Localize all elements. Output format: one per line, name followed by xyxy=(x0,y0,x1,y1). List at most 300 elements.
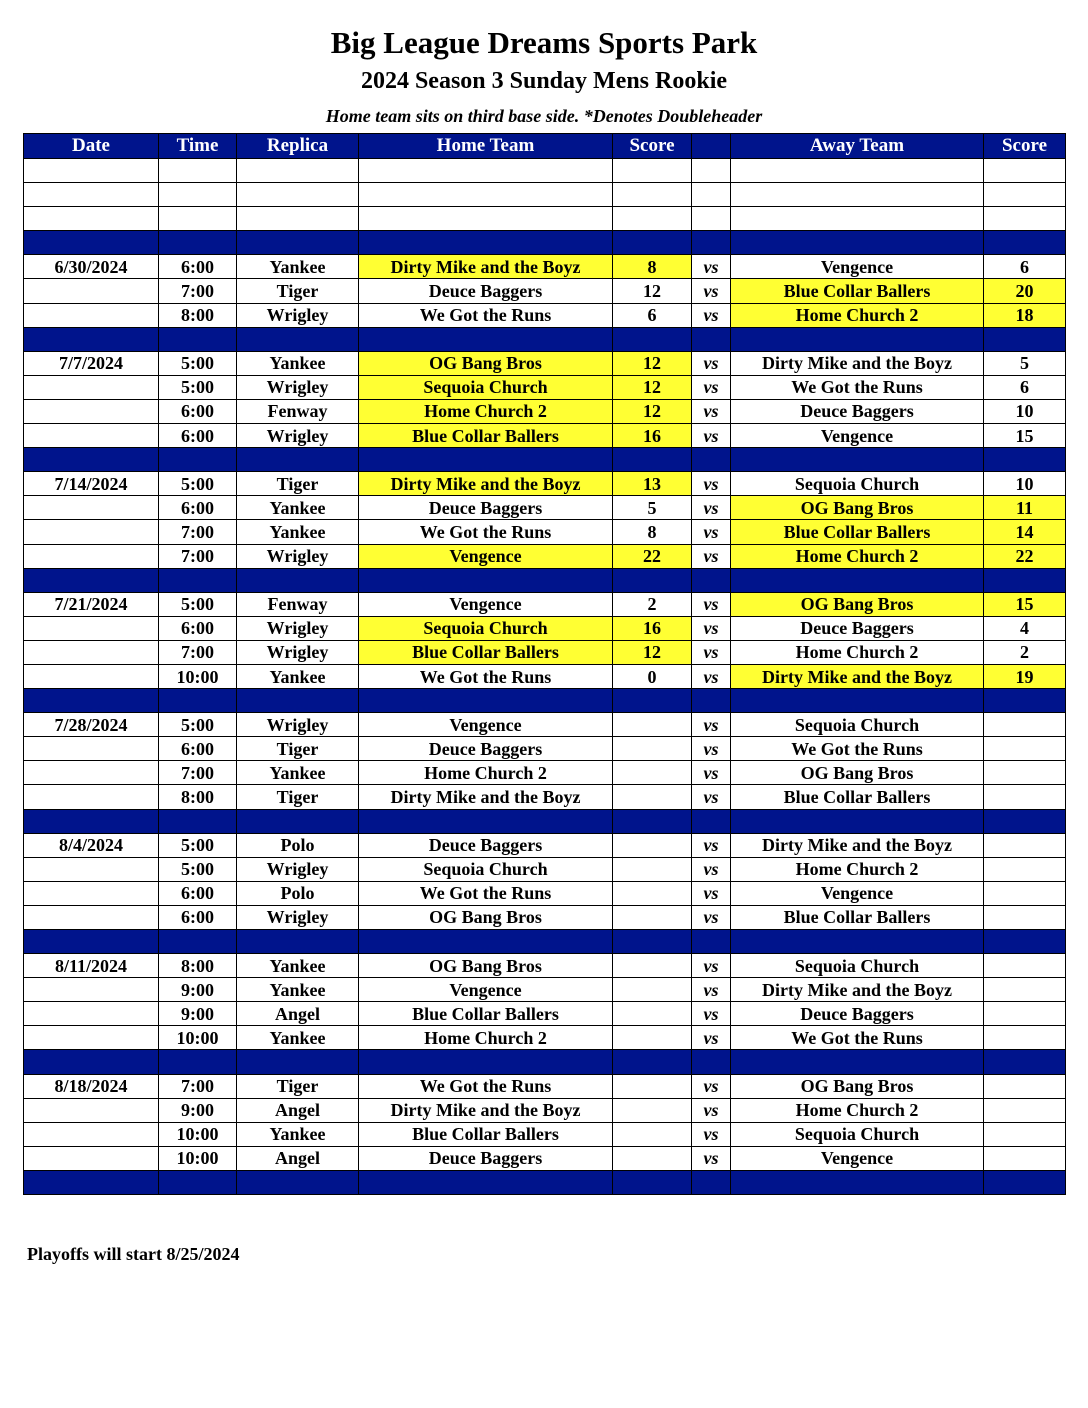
home-team: Deuce Baggers xyxy=(359,833,613,857)
game-row xyxy=(24,472,1066,496)
separator-cell xyxy=(984,1170,1066,1194)
game-date xyxy=(24,279,159,303)
separator-cell xyxy=(984,1050,1066,1074)
away-team: Vengence xyxy=(731,1146,984,1170)
game-date: 7/14/2024 xyxy=(24,472,159,496)
separator-cell xyxy=(692,809,731,833)
separator-cell xyxy=(692,689,731,713)
home-score xyxy=(613,954,692,978)
away-score xyxy=(984,1074,1066,1098)
game-time: 5:00 xyxy=(159,472,237,496)
schedule-body xyxy=(24,159,1066,1195)
separator-cell xyxy=(984,689,1066,713)
game-date xyxy=(24,737,159,761)
separator-cell xyxy=(359,930,613,954)
home-team: Dirty Mike and the Boyz xyxy=(359,785,613,809)
away-team: We Got the Runs xyxy=(731,737,984,761)
game-time: 8:00 xyxy=(159,954,237,978)
empty-cell xyxy=(24,183,159,207)
vs-label: vs xyxy=(692,857,731,881)
home-score: 6 xyxy=(613,303,692,327)
game-date xyxy=(24,881,159,905)
game-field: Angel xyxy=(237,1098,359,1122)
separator-cell xyxy=(159,231,237,255)
away-team: Home Church 2 xyxy=(731,303,984,327)
home-team: We Got the Runs xyxy=(359,303,613,327)
game-row xyxy=(24,1098,1066,1122)
home-team: OG Bang Bros xyxy=(359,954,613,978)
separator-cell xyxy=(731,568,984,592)
game-time: 10:00 xyxy=(159,664,237,688)
separator-cell xyxy=(24,448,159,472)
game-row xyxy=(24,905,1066,929)
game-date: 8/18/2024 xyxy=(24,1074,159,1098)
away-team: Sequoia Church xyxy=(731,954,984,978)
separator-cell xyxy=(731,689,984,713)
col-header-home-score: Score xyxy=(613,134,692,159)
game-time: 9:00 xyxy=(159,1002,237,1026)
game-row xyxy=(24,592,1066,616)
away-score: 10 xyxy=(984,399,1066,423)
game-date xyxy=(24,1146,159,1170)
game-row xyxy=(24,761,1066,785)
home-team: Dirty Mike and the Boyz xyxy=(359,255,613,279)
game-field: Yankee xyxy=(237,1122,359,1146)
home-score xyxy=(613,1002,692,1026)
separator-cell xyxy=(731,231,984,255)
game-time: 6:00 xyxy=(159,255,237,279)
away-score xyxy=(984,785,1066,809)
separator-cell xyxy=(613,1050,692,1074)
home-team: Blue Collar Ballers xyxy=(359,1002,613,1026)
game-field: Yankee xyxy=(237,496,359,520)
game-row xyxy=(24,279,1066,303)
schedule-table xyxy=(23,133,1066,1195)
away-score xyxy=(984,881,1066,905)
empty-cell xyxy=(24,159,159,183)
col-header-date: Date xyxy=(24,134,159,159)
separator-cell xyxy=(237,1050,359,1074)
home-score: 12 xyxy=(613,640,692,664)
game-row xyxy=(24,496,1066,520)
game-field: Tiger xyxy=(237,279,359,303)
away-team: Vengence xyxy=(731,255,984,279)
away-score xyxy=(984,761,1066,785)
separator-cell xyxy=(692,930,731,954)
home-team: We Got the Runs xyxy=(359,1074,613,1098)
vs-label: vs xyxy=(692,761,731,785)
game-time: 5:00 xyxy=(159,713,237,737)
separator-cell xyxy=(359,1170,613,1194)
game-field: Yankee xyxy=(237,761,359,785)
vs-label: vs xyxy=(692,1098,731,1122)
home-score: 13 xyxy=(613,472,692,496)
game-row xyxy=(24,713,1066,737)
home-score: 5 xyxy=(613,496,692,520)
home-score xyxy=(613,1026,692,1050)
home-score xyxy=(613,833,692,857)
game-time: 6:00 xyxy=(159,496,237,520)
home-score xyxy=(613,978,692,1002)
game-date xyxy=(24,496,159,520)
date-separator-row xyxy=(24,568,1066,592)
home-score: 8 xyxy=(613,255,692,279)
game-date xyxy=(24,1122,159,1146)
home-score xyxy=(613,713,692,737)
separator-cell xyxy=(159,327,237,351)
vs-label: vs xyxy=(692,616,731,640)
page-title: Big League Dreams Sports Park xyxy=(330,25,758,60)
game-row xyxy=(24,857,1066,881)
vs-label: vs xyxy=(692,664,731,688)
game-date xyxy=(24,1026,159,1050)
game-field: Yankee xyxy=(237,664,359,688)
separator-cell xyxy=(159,568,237,592)
away-score: 22 xyxy=(984,544,1066,568)
vs-label: vs xyxy=(692,640,731,664)
away-team: Deuce Baggers xyxy=(731,616,984,640)
home-score xyxy=(613,737,692,761)
game-date xyxy=(24,544,159,568)
separator-cell xyxy=(984,568,1066,592)
game-date: 8/4/2024 xyxy=(24,833,159,857)
home-score xyxy=(613,905,692,929)
game-field: Polo xyxy=(237,833,359,857)
vs-label: vs xyxy=(692,737,731,761)
game-row xyxy=(24,375,1066,399)
page-subtitle: 2024 Season 3 Sunday Mens Rookie xyxy=(360,68,728,94)
vs-label: vs xyxy=(692,1002,731,1026)
game-date xyxy=(24,1002,159,1026)
game-field: Tiger xyxy=(237,785,359,809)
separator-cell xyxy=(159,448,237,472)
game-field: Wrigley xyxy=(237,857,359,881)
home-score: 12 xyxy=(613,279,692,303)
home-score: 12 xyxy=(613,375,692,399)
game-date: 7/7/2024 xyxy=(24,351,159,375)
home-team: Dirty Mike and the Boyz xyxy=(359,1098,613,1122)
away-team: Dirty Mike and the Boyz xyxy=(731,351,984,375)
away-team: Sequoia Church xyxy=(731,713,984,737)
game-date: 7/28/2024 xyxy=(24,713,159,737)
separator-cell xyxy=(359,1050,613,1074)
game-time: 6:00 xyxy=(159,424,237,448)
separator-cell xyxy=(613,448,692,472)
vs-label: vs xyxy=(692,1074,731,1098)
game-field: Tiger xyxy=(237,472,359,496)
empty-cell xyxy=(24,207,159,231)
away-score: 18 xyxy=(984,303,1066,327)
game-row xyxy=(24,954,1066,978)
away-score xyxy=(984,978,1066,1002)
away-score: 15 xyxy=(984,424,1066,448)
col-header-time: Time xyxy=(159,134,237,159)
separator-cell xyxy=(731,448,984,472)
separator-cell xyxy=(984,809,1066,833)
game-row xyxy=(24,737,1066,761)
away-score xyxy=(984,737,1066,761)
game-time: 6:00 xyxy=(159,616,237,640)
vs-label: vs xyxy=(692,424,731,448)
vs-label: vs xyxy=(692,399,731,423)
home-team: Vengence xyxy=(359,713,613,737)
game-field: Wrigley xyxy=(237,713,359,737)
home-team: Deuce Baggers xyxy=(359,279,613,303)
col-header-home-team: Home Team xyxy=(359,134,613,159)
game-field: Yankee xyxy=(237,978,359,1002)
game-field: Angel xyxy=(237,1146,359,1170)
away-team: Sequoia Church xyxy=(731,1122,984,1146)
game-row xyxy=(24,1146,1066,1170)
empty-cell xyxy=(159,159,237,183)
home-score: 12 xyxy=(613,351,692,375)
separator-cell xyxy=(731,327,984,351)
game-date xyxy=(24,857,159,881)
separator-cell xyxy=(984,930,1066,954)
game-row xyxy=(24,616,1066,640)
home-score: 12 xyxy=(613,399,692,423)
home-score xyxy=(613,785,692,809)
game-time: 7:00 xyxy=(159,761,237,785)
separator-cell xyxy=(692,1050,731,1074)
empty-cell xyxy=(159,183,237,207)
home-team: We Got the Runs xyxy=(359,881,613,905)
away-team: OG Bang Bros xyxy=(731,1074,984,1098)
separator-cell xyxy=(24,568,159,592)
separator-cell xyxy=(359,448,613,472)
vs-label: vs xyxy=(692,255,731,279)
vs-label: vs xyxy=(692,881,731,905)
home-team: We Got the Runs xyxy=(359,664,613,688)
game-row xyxy=(24,351,1066,375)
separator-cell xyxy=(24,930,159,954)
game-field: Tiger xyxy=(237,737,359,761)
vs-label: vs xyxy=(692,954,731,978)
game-time: 10:00 xyxy=(159,1146,237,1170)
game-date xyxy=(24,424,159,448)
away-team: Dirty Mike and the Boyz xyxy=(731,664,984,688)
game-field: Yankee xyxy=(237,351,359,375)
empty-cell xyxy=(613,207,692,231)
game-time: 7:00 xyxy=(159,279,237,303)
separator-cell xyxy=(237,327,359,351)
separator-cell xyxy=(159,689,237,713)
away-score xyxy=(984,1026,1066,1050)
game-time: 5:00 xyxy=(159,833,237,857)
game-time: 7:00 xyxy=(159,544,237,568)
game-time: 10:00 xyxy=(159,1026,237,1050)
away-score: 6 xyxy=(984,255,1066,279)
game-field: Tiger xyxy=(237,1074,359,1098)
game-field: Yankee xyxy=(237,255,359,279)
game-date xyxy=(24,1098,159,1122)
separator-cell xyxy=(613,689,692,713)
home-score: 0 xyxy=(613,664,692,688)
home-score xyxy=(613,761,692,785)
separator-cell xyxy=(159,1050,237,1074)
home-team: Dirty Mike and the Boyz xyxy=(359,472,613,496)
separator-cell xyxy=(359,568,613,592)
game-field: Wrigley xyxy=(237,616,359,640)
home-team: We Got the Runs xyxy=(359,520,613,544)
separator-cell xyxy=(613,231,692,255)
home-team: Blue Collar Ballers xyxy=(359,1122,613,1146)
empty-cell xyxy=(237,207,359,231)
game-time: 6:00 xyxy=(159,905,237,929)
away-team: Home Church 2 xyxy=(731,1098,984,1122)
empty-cell xyxy=(159,207,237,231)
game-date xyxy=(24,905,159,929)
separator-cell xyxy=(24,809,159,833)
vs-label: vs xyxy=(692,279,731,303)
home-team: Home Church 2 xyxy=(359,1026,613,1050)
game-date: 6/30/2024 xyxy=(24,255,159,279)
separator-cell xyxy=(692,568,731,592)
game-field: Wrigley xyxy=(237,905,359,929)
empty-cell xyxy=(984,159,1066,183)
empty-cell xyxy=(237,183,359,207)
game-row xyxy=(24,881,1066,905)
away-score xyxy=(984,905,1066,929)
game-field: Wrigley xyxy=(237,424,359,448)
separator-cell xyxy=(731,930,984,954)
vs-label: vs xyxy=(692,1146,731,1170)
away-score xyxy=(984,954,1066,978)
game-date xyxy=(24,520,159,544)
game-row xyxy=(24,399,1066,423)
home-score: 16 xyxy=(613,616,692,640)
game-field: Fenway xyxy=(237,399,359,423)
empty-row xyxy=(24,207,1066,231)
separator-cell xyxy=(359,231,613,255)
vs-label: vs xyxy=(692,1122,731,1146)
vs-label: vs xyxy=(692,303,731,327)
away-team: Blue Collar Ballers xyxy=(731,905,984,929)
empty-row xyxy=(24,183,1066,207)
game-row xyxy=(24,1026,1066,1050)
separator-cell xyxy=(613,809,692,833)
home-team: Vengence xyxy=(359,592,613,616)
home-team: Vengence xyxy=(359,978,613,1002)
separator-cell xyxy=(159,930,237,954)
empty-cell xyxy=(731,183,984,207)
away-team: Deuce Baggers xyxy=(731,1002,984,1026)
home-score xyxy=(613,1122,692,1146)
home-team: Deuce Baggers xyxy=(359,496,613,520)
away-score: 15 xyxy=(984,592,1066,616)
separator-cell xyxy=(692,448,731,472)
home-team: Vengence xyxy=(359,544,613,568)
away-score xyxy=(984,1098,1066,1122)
separator-cell xyxy=(692,1170,731,1194)
home-team: Sequoia Church xyxy=(359,857,613,881)
away-team: Deuce Baggers xyxy=(731,399,984,423)
separator-cell xyxy=(24,689,159,713)
game-time: 7:00 xyxy=(159,640,237,664)
date-separator-row xyxy=(24,1050,1066,1074)
home-team: Sequoia Church xyxy=(359,375,613,399)
game-time: 6:00 xyxy=(159,399,237,423)
game-row xyxy=(24,1002,1066,1026)
game-date xyxy=(24,664,159,688)
away-score: 5 xyxy=(984,351,1066,375)
away-score: 6 xyxy=(984,375,1066,399)
game-row xyxy=(24,544,1066,568)
game-time: 9:00 xyxy=(159,1098,237,1122)
away-team: Blue Collar Ballers xyxy=(731,785,984,809)
away-score: 19 xyxy=(984,664,1066,688)
separator-cell xyxy=(359,809,613,833)
game-time: 5:00 xyxy=(159,375,237,399)
empty-cell xyxy=(613,183,692,207)
away-score xyxy=(984,1122,1066,1146)
game-row xyxy=(24,640,1066,664)
vs-label: vs xyxy=(692,978,731,1002)
home-score xyxy=(613,857,692,881)
home-team: Blue Collar Ballers xyxy=(359,424,613,448)
separator-cell xyxy=(237,809,359,833)
game-row xyxy=(24,785,1066,809)
away-score: 10 xyxy=(984,472,1066,496)
game-field: Yankee xyxy=(237,1026,359,1050)
separator-cell xyxy=(613,568,692,592)
empty-cell xyxy=(692,159,731,183)
vs-label: vs xyxy=(692,544,731,568)
away-team: Home Church 2 xyxy=(731,640,984,664)
separator-cell xyxy=(613,327,692,351)
home-team: Sequoia Church xyxy=(359,616,613,640)
empty-cell xyxy=(237,159,359,183)
away-score: 11 xyxy=(984,496,1066,520)
away-score xyxy=(984,857,1066,881)
home-team: Home Church 2 xyxy=(359,761,613,785)
schedule-note: Home team sits on third base side. *Denotes Doubleheader xyxy=(325,106,763,126)
separator-cell xyxy=(984,448,1066,472)
away-team: Home Church 2 xyxy=(731,857,984,881)
empty-row xyxy=(24,159,1066,183)
away-score: 4 xyxy=(984,616,1066,640)
home-score: 16 xyxy=(613,424,692,448)
game-field: Yankee xyxy=(237,520,359,544)
home-score xyxy=(613,1074,692,1098)
game-date xyxy=(24,761,159,785)
game-field: Wrigley xyxy=(237,640,359,664)
table-header-row xyxy=(24,134,1066,159)
vs-label: vs xyxy=(692,375,731,399)
away-score: 2 xyxy=(984,640,1066,664)
playoffs-note: Playoffs will start 8/25/2024 xyxy=(27,1244,240,1264)
col-header-away-score: Score xyxy=(984,134,1066,159)
away-score: 14 xyxy=(984,520,1066,544)
separator-cell xyxy=(731,1170,984,1194)
game-time: 6:00 xyxy=(159,881,237,905)
home-score xyxy=(613,1098,692,1122)
col-header-replica: Replica xyxy=(237,134,359,159)
separator-cell xyxy=(237,568,359,592)
home-team: Blue Collar Ballers xyxy=(359,640,613,664)
game-field: Yankee xyxy=(237,954,359,978)
empty-cell xyxy=(984,207,1066,231)
vs-label: vs xyxy=(692,1026,731,1050)
separator-cell xyxy=(692,231,731,255)
separator-cell xyxy=(984,327,1066,351)
vs-label: vs xyxy=(692,713,731,737)
separator-cell xyxy=(24,327,159,351)
away-score xyxy=(984,1146,1066,1170)
away-team: Vengence xyxy=(731,881,984,905)
game-date: 8/11/2024 xyxy=(24,954,159,978)
game-date xyxy=(24,375,159,399)
